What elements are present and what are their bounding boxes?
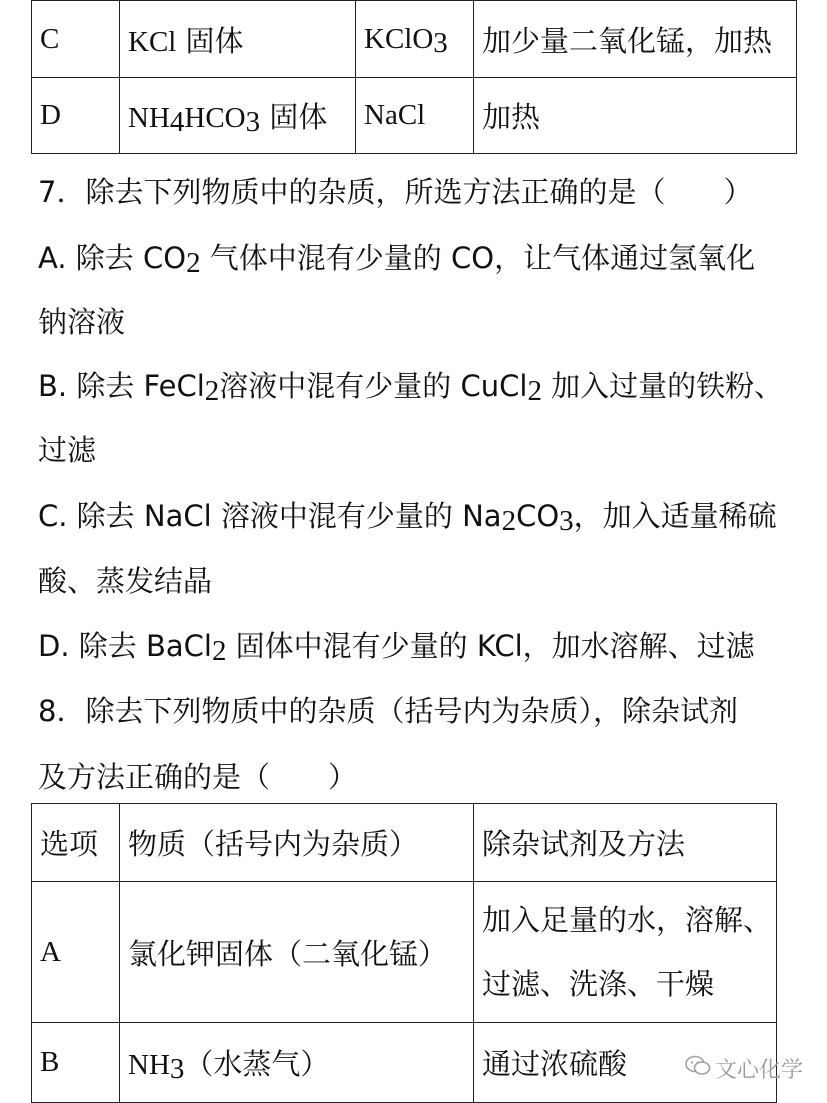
method-cell: 加少量二氧化锰，加热 — [474, 1, 797, 78]
table-row — [32, 1, 797, 78]
q8-options-table — [31, 803, 777, 1103]
column-header: 除杂试剂及方法 — [474, 804, 777, 882]
q7-option-c-cont: 酸、蒸发结晶 — [38, 564, 213, 598]
table-row — [32, 78, 797, 154]
option-letter: B — [32, 1023, 120, 1103]
column-header: 选项 — [32, 804, 120, 882]
wechat-icon — [685, 1055, 711, 1083]
method-cell: 通过浓硫酸 — [474, 1023, 777, 1103]
q7-option-d: D. 除去 BaCl$_2$ 固体中混有少量的 KCl，加水溶解、过滤 — [38, 629, 755, 668]
method-cell: 加热 — [474, 78, 797, 154]
substance-cell: $NH_3$（水蒸气） — [120, 1023, 474, 1103]
table-row — [32, 1023, 777, 1103]
substance-cell: 氯化钾固体（二氧化锰） — [120, 882, 474, 1023]
watermark — [685, 1053, 803, 1084]
q7-stem: 7．除去下列物质中的杂质，所选方法正确的是（ ） — [38, 175, 753, 209]
method-cell: 加入足量的水，溶解、 过滤、洗涤、干燥 — [474, 882, 777, 1023]
top-options-table — [31, 0, 797, 154]
impurity-cell: KClO$_3$ — [356, 1, 474, 78]
substance-cell: KCl 固体 — [120, 1, 356, 78]
impurity-cell: NaCl — [356, 78, 474, 154]
q8-stem: 8．除去下列物质中的杂质（括号内为杂质），除杂试剂 — [38, 694, 738, 728]
column-header: 物质（括号内为杂质） — [120, 804, 474, 882]
q7-option-b-cont: 过滤 — [38, 433, 97, 467]
q7-option-b: B. 除去 FeCl$_2$溶液中混有少量的 CuCl$_2$ 加入过量的铁粉、 — [38, 369, 784, 408]
watermark-text: 文心化学 — [715, 1058, 804, 1083]
option-letter: C — [32, 1, 120, 78]
table-header-row — [32, 804, 777, 882]
q7-option-c: C. 除去 NaCl 溶液中混有少量的 $Na_2CO_3$，加入适量稀硫 — [38, 499, 777, 538]
option-letter: D — [32, 78, 120, 154]
table-row — [32, 882, 777, 1023]
option-letter: A — [32, 882, 120, 1023]
substance-cell: $NH_4HCO_3$ 固体 — [120, 78, 356, 154]
q8-stem-cont: 及方法正确的是（ ） — [38, 760, 358, 794]
q7-option-a-cont: 钠溶液 — [38, 305, 126, 339]
q7-option-a: A. 除去 $CO_2$ 气体中混有少量的 CO，让气体通过氢氧化 — [38, 241, 756, 280]
